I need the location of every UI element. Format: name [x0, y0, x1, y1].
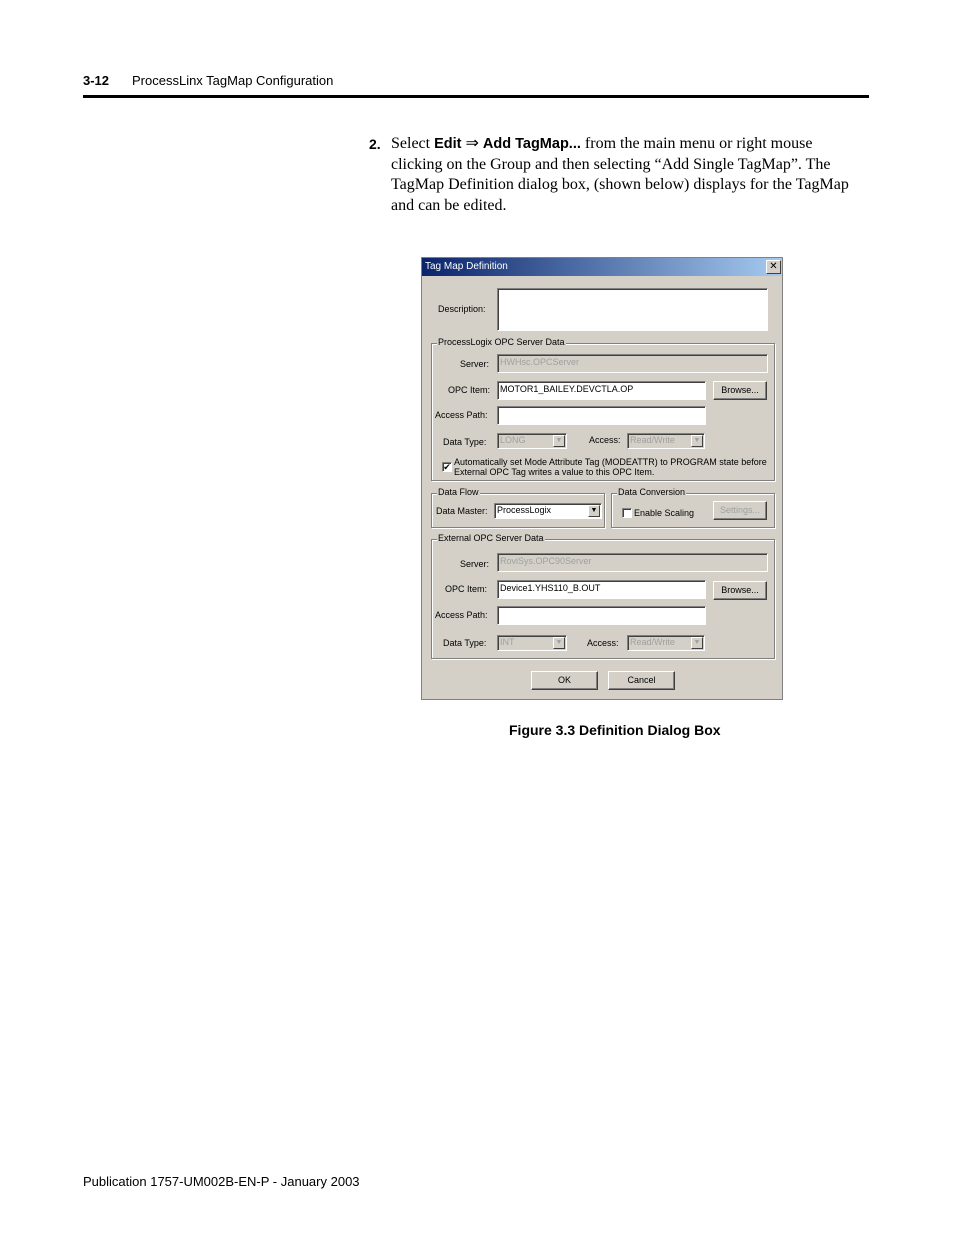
chevron-down-icon[interactable]: ▼: [553, 435, 565, 447]
header-rule: [83, 95, 869, 98]
close-icon[interactable]: ✕: [766, 260, 781, 274]
ext-access-select[interactable]: [627, 635, 705, 651]
ext-data-type-label: Data Type:: [443, 638, 487, 648]
chapter-title: ProcessLinx TagMap Configuration: [132, 73, 334, 88]
ext-data-type-select[interactable]: [497, 635, 567, 651]
ext-access-label: Access:: [587, 638, 619, 648]
menu-add-tagmap-keyword: Add TagMap...: [482, 136, 581, 152]
description-field[interactable]: [497, 288, 768, 331]
chevron-down-icon[interactable]: ▼: [691, 435, 703, 447]
data-master-select[interactable]: [494, 503, 602, 519]
plx-data-type-value: LONG: [500, 435, 526, 445]
plx-access-label: Access:: [589, 435, 621, 445]
plx-data-type-label: Data Type:: [443, 437, 487, 447]
plx-server-field[interactable]: HWHsc.OPCServer: [497, 354, 768, 373]
chevron-down-icon[interactable]: ▼: [691, 637, 703, 649]
page-number: 3-12: [83, 73, 110, 88]
figure-caption: Figure 3.3 Definition Dialog Box: [509, 722, 721, 738]
step-body: [391, 134, 867, 216]
step-text-before: Select: [391, 135, 435, 152]
menu-arrow: ⇒: [461, 135, 483, 152]
ext-opc-item-field[interactable]: Device1.YHS110_B.OUT: [497, 580, 706, 599]
plx-access-path-field[interactable]: [497, 406, 706, 425]
settings-button[interactable]: Settings...: [713, 501, 767, 520]
cancel-button[interactable]: Cancel: [608, 671, 675, 690]
ext-server-label: Server:: [460, 559, 490, 569]
ext-server-field[interactable]: RoviSys.OPC90Server: [497, 553, 768, 572]
description-label: Description:: [438, 304, 486, 314]
plx-browse-button[interactable]: Browse...: [713, 381, 767, 400]
ext-access-value: Read/Write: [630, 637, 675, 647]
plx-access-select[interactable]: [627, 433, 705, 449]
step-number: 2.: [369, 136, 381, 152]
publication-footer: Publication 1757-UM002B-EN-P - January 2003: [83, 1174, 360, 1189]
ok-button[interactable]: OK: [531, 671, 598, 690]
auto-mode-checkbox[interactable]: ✔: [443, 462, 451, 472]
data-master-label: Data Master:: [436, 506, 488, 516]
chevron-down-icon[interactable]: ▼: [553, 637, 565, 649]
processlogix-group-caption: ProcessLogix OPC Server Data: [438, 337, 565, 347]
ext-access-path-field[interactable]: [497, 606, 706, 625]
dialog-title-bar: [422, 258, 782, 276]
ext-data-type-value: INT: [500, 637, 515, 647]
plx-server-label: Server:: [460, 359, 490, 369]
data-conversion-caption: Data Conversion: [618, 487, 686, 497]
tag-map-definition-dialog: [421, 257, 783, 700]
data-master-value: ProcessLogix: [497, 505, 552, 515]
plx-opc-item-label: OPC Item:: [448, 385, 491, 395]
dialog-title: Tag Map Definition: [425, 261, 508, 272]
plx-data-type-select[interactable]: [497, 433, 567, 449]
plx-opc-item-field[interactable]: MOTOR1_BAILEY.DEVCTLA.OP: [497, 381, 706, 400]
ext-browse-button[interactable]: Browse...: [713, 581, 767, 600]
auto-mode-label: Automatically set Mode Attribute Tag (MODEATTR) to PROGRAM state before External OPC Tag writes a value to this OPC Item.: [454, 457, 767, 477]
ext-access-path-label: Access Path:: [435, 610, 488, 620]
external-opc-group-caption: External OPC Server Data: [438, 533, 544, 543]
enable-scaling-checkbox[interactable]: [622, 508, 632, 518]
plx-access-path-label: Access Path:: [435, 410, 488, 420]
data-flow-caption: Data Flow: [438, 487, 479, 497]
step-text-after: from the main menu or right mouse clicking on the Group and then selecting “Add Single TagMap”. The TagMap Definition dialog box, (shown below) displays for the TagMap and can be edited.: [391, 135, 849, 214]
chevron-down-icon[interactable]: ▼: [588, 505, 600, 517]
plx-access-value: Read/Write: [630, 435, 675, 445]
menu-edit-keyword: Edit: [434, 136, 462, 152]
enable-scaling-label: Enable Scaling: [634, 508, 695, 518]
ext-opc-item-label: OPC Item:: [445, 584, 488, 594]
